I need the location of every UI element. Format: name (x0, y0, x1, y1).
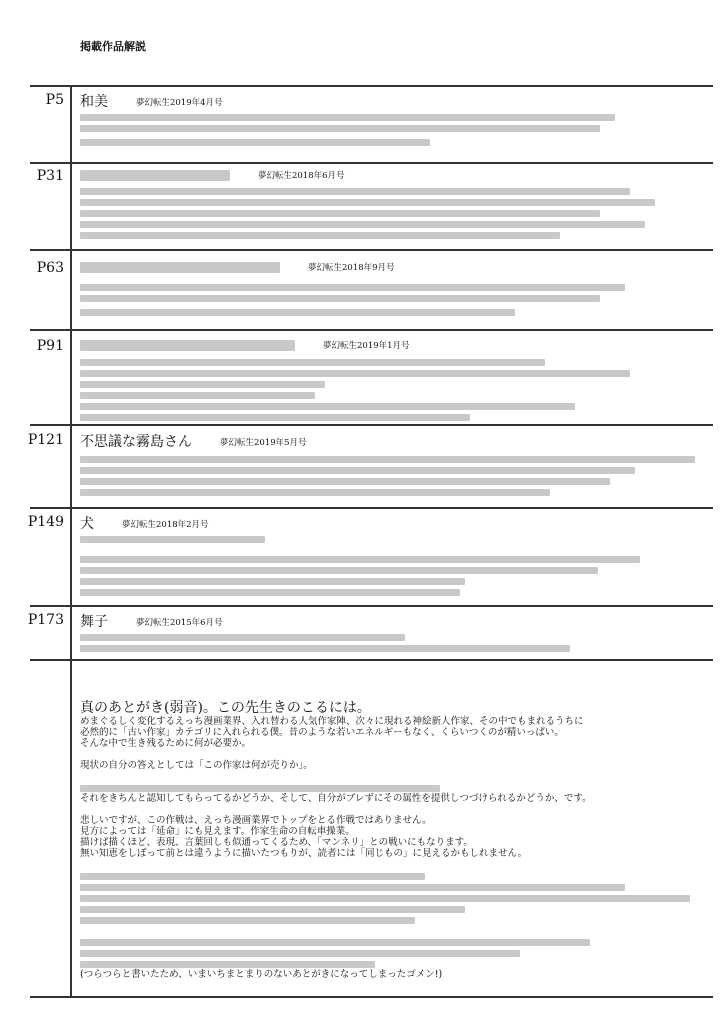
redacted-text-line (80, 210, 600, 217)
redacted-text-line (80, 414, 470, 421)
redacted-text-line (80, 906, 465, 913)
afterword-line: 見方によっては「延命」にも見えます。作家生命の自転車操業。 (80, 826, 355, 837)
afterword-line: めまぐるしく変化するえっち漫画業界、入れ替わる人気作家陣、次々に現れる神絵新人作家、その中でもまれるうちに (80, 716, 584, 727)
work-title-row (80, 431, 307, 451)
work-title: 犬 (80, 516, 94, 532)
row-divider (30, 329, 713, 331)
row-divider (30, 605, 713, 607)
redacted-text-line (80, 589, 460, 596)
redacted-text-line (80, 381, 325, 388)
work-title-row (80, 91, 223, 111)
page-number: P91 (36, 338, 64, 354)
page-number: P149 (27, 514, 64, 530)
redacted-text-line (80, 645, 570, 652)
work-source: 夢幻転生2018年6月号 (258, 171, 345, 181)
row-divider (30, 424, 713, 426)
work-title-row (80, 611, 223, 631)
redacted-text-line (80, 556, 640, 563)
page-number: P63 (36, 260, 64, 276)
redacted-text-line (80, 536, 265, 543)
row-divider (30, 996, 713, 998)
redacted-text-line (80, 370, 630, 377)
page-number: P173 (27, 612, 64, 628)
work-source: 夢幻転生2019年1月号 (323, 341, 410, 351)
afterword-line: 無い知恵をしぼって前とは違うように描いたつもりが、読者には「同じもの」に見えるかもしれません。 (80, 848, 528, 859)
work-source: 夢幻転生2019年5月号 (220, 438, 307, 448)
redacted-title (80, 340, 295, 351)
redacted-text-line (80, 467, 635, 474)
page-number: P31 (36, 168, 64, 184)
redacted-text-line (80, 392, 315, 399)
redacted-text-line (80, 295, 600, 302)
page-number: P121 (27, 432, 64, 448)
redacted-text-line (80, 359, 545, 366)
afterword-line: それをきちんと認知してもらってるかどうか、そして、自分がブレずにその属性を提供しつづけられるかどうか、です。 (80, 793, 592, 804)
afterword-line: 必然的に「古い作家」カテゴリに入れられる僕。昔のような若いエネルギーもなく、くらいつくのが精いっぱい。 (80, 727, 564, 738)
row-divider (30, 507, 713, 509)
work-title: 和美 (80, 94, 108, 110)
redacted-text-line (80, 125, 600, 132)
row-divider (30, 659, 713, 661)
work-title-row (80, 337, 410, 353)
redacted-text-line (80, 578, 465, 585)
afterword-line: 現状の自分の答えとしては「この作家は何が売りか」。 (80, 760, 313, 771)
redacted-text-line (80, 961, 375, 968)
redacted-text-line (80, 895, 690, 902)
redacted-text-line (80, 114, 615, 121)
column-divider (70, 86, 72, 998)
row-divider (30, 85, 713, 87)
work-source: 夢幻転生2018年2月号 (122, 520, 209, 530)
redacted-text-line (80, 221, 645, 228)
redacted-text-line (80, 950, 520, 957)
page-heading: 掲載作品解説 (80, 40, 146, 53)
work-source: 夢幻転生2019年4月号 (136, 98, 223, 108)
afterword-line: 描けば描くほど、表現、言葉回しも似通ってくるため、「マンネリ」との戦いにもなります。 (80, 837, 473, 848)
redacted-text-line (80, 139, 430, 146)
row-divider (30, 162, 713, 164)
redacted-text-line (80, 478, 610, 485)
redacted-text-line (80, 309, 515, 316)
work-title: 舞子 (80, 614, 108, 630)
work-title: 不思議な霧島さん (80, 434, 192, 450)
redacted-text-line (80, 188, 630, 195)
work-source: 夢幻転生2015年6月号 (136, 618, 223, 628)
page-number: P5 (45, 92, 64, 108)
row-divider (30, 249, 713, 251)
redacted-text-line (80, 939, 590, 946)
afterword-line: (つらつらと書いたため、いまいちまとまりのないあとがきになってしまったゴメン!) (80, 969, 443, 980)
redacted-text-line (80, 199, 655, 206)
redacted-title (80, 170, 230, 181)
redacted-text-line (80, 634, 405, 641)
redacted-text-line (80, 873, 425, 880)
redacted-text-line (80, 456, 695, 463)
redacted-text-line (80, 785, 440, 792)
work-title-row (80, 167, 345, 183)
work-title-row (80, 513, 209, 533)
work-source: 夢幻転生2018年9月号 (308, 263, 395, 273)
redacted-text-line (80, 232, 560, 239)
redacted-text-line (80, 489, 550, 496)
afterword-line: 悲しいですが、この作戦は、えっち漫画業界でトップをとる作戦ではありません。 (80, 815, 432, 826)
redacted-text-line (80, 884, 625, 891)
redacted-text-line (80, 403, 575, 410)
redacted-text-line (80, 917, 415, 924)
work-title-row (80, 259, 395, 275)
afterword-title: 真のあとがき(弱音)。この先生きのこるには。 (80, 700, 371, 716)
redacted-title (80, 262, 280, 273)
redacted-text-line (80, 284, 625, 291)
afterword-line: そんな中で生き残るために何が必要か。 (80, 738, 252, 749)
redacted-text-line (80, 567, 598, 574)
